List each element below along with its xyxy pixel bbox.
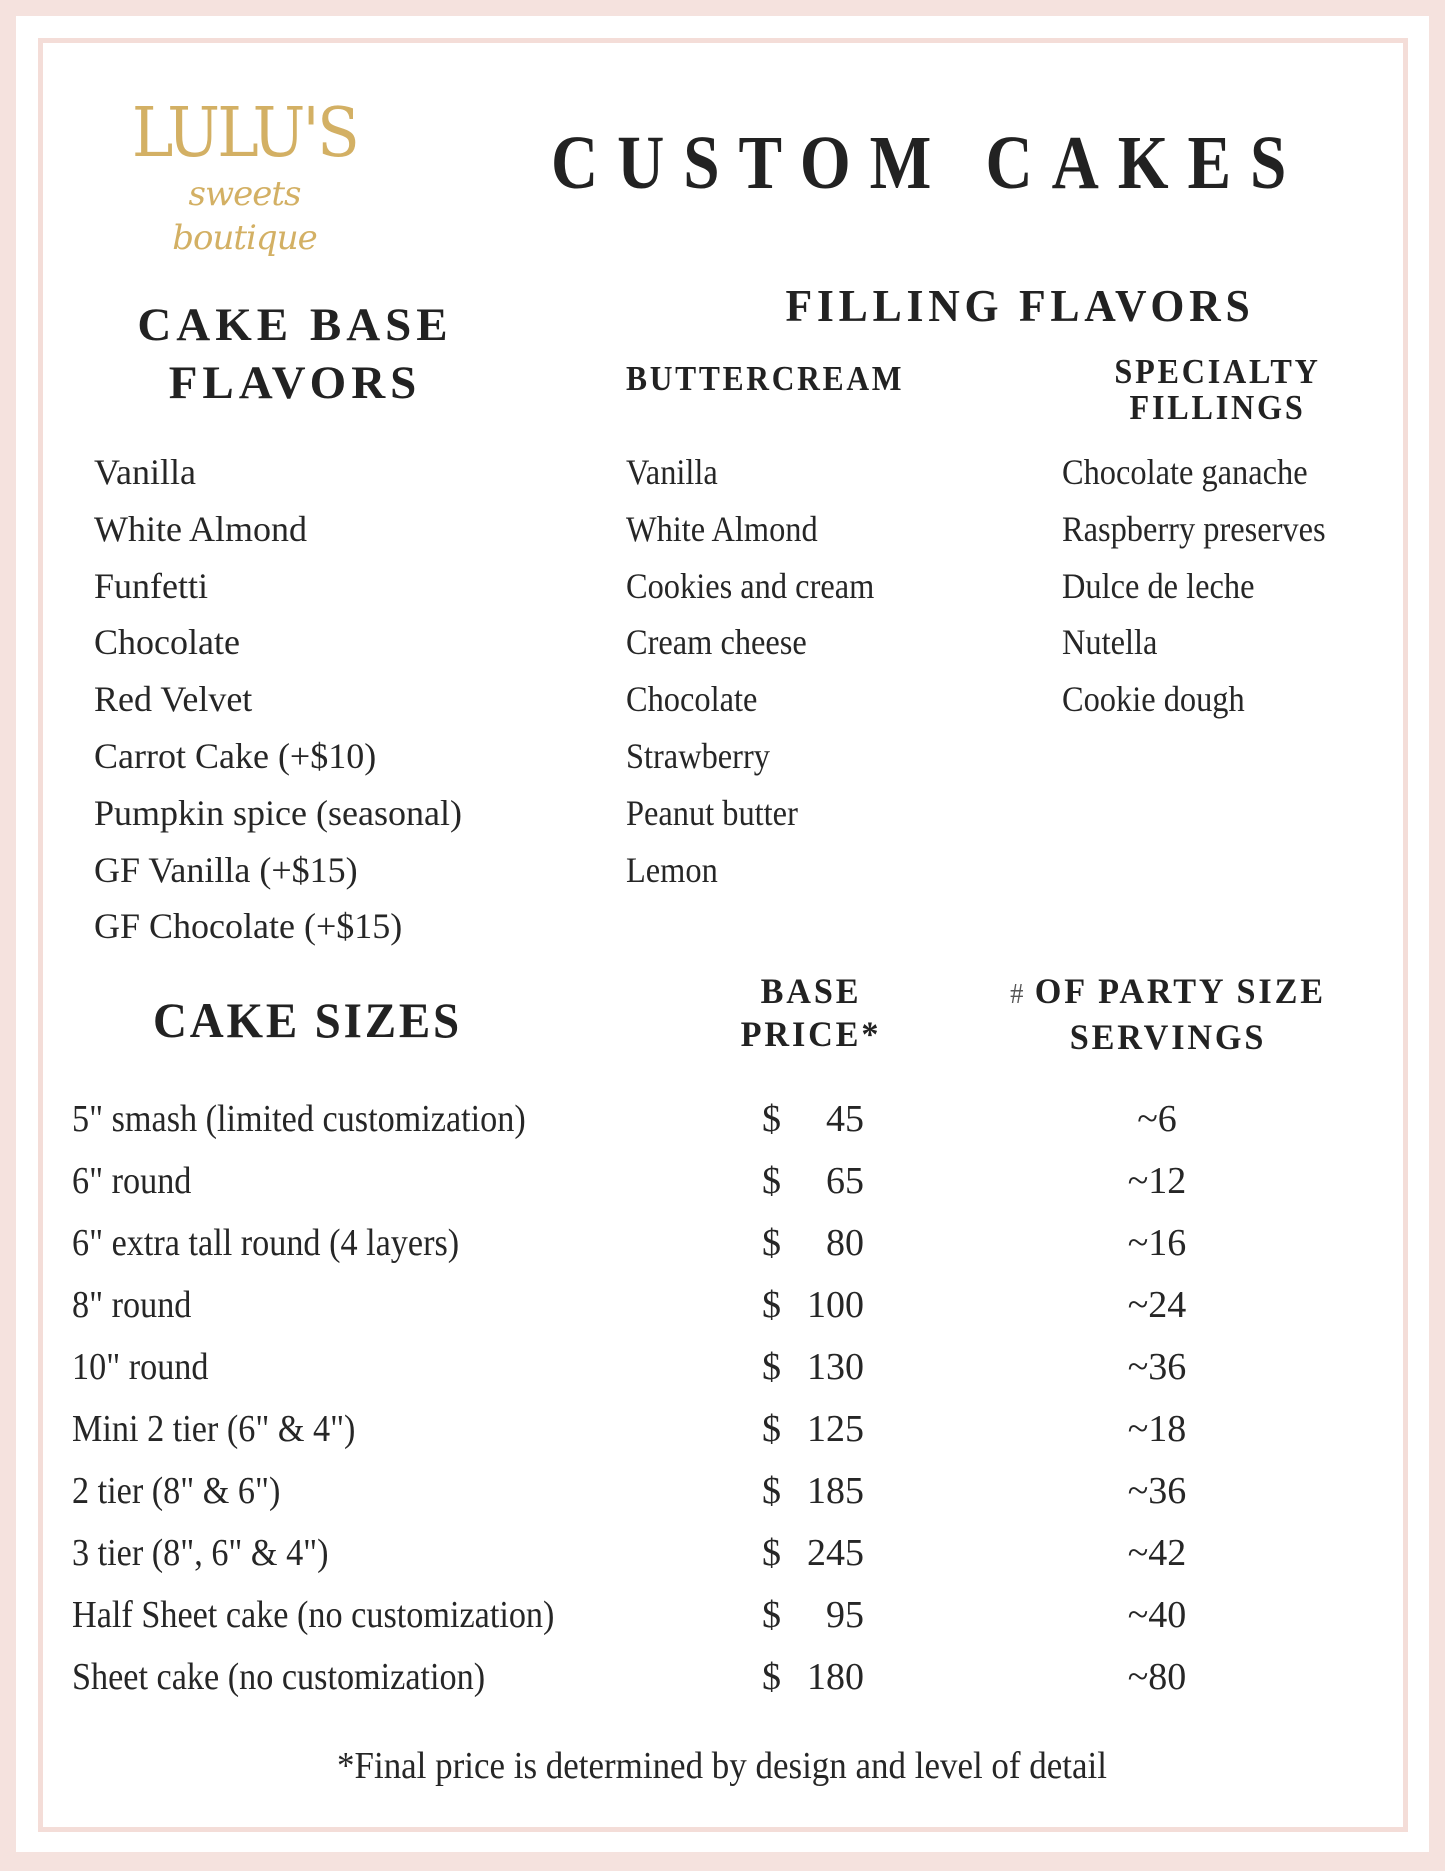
currency-symbol: $	[762, 1594, 781, 1636]
list-item: Chocolate	[94, 622, 240, 663]
size-name: 6" extra tall round (4 layers)	[72, 1222, 460, 1264]
list-item: White Almond	[626, 508, 818, 549]
table-row	[72, 1584, 1372, 1646]
currency-symbol: $	[762, 1470, 781, 1512]
logo-wordmark: LULU'S	[131, 94, 358, 173]
servings-count: ~6	[1137, 1098, 1177, 1140]
servings-count: ~40	[1127, 1594, 1187, 1636]
table-row	[72, 1460, 1372, 1522]
cake-sizes-heading: CAKE SIZES	[152, 992, 462, 1048]
list-item: GF Chocolate (+$15)	[94, 906, 403, 947]
list-item: Nutella	[1062, 622, 1158, 663]
buttercream-heading: BUTTERCREAM	[626, 359, 905, 398]
table-row	[72, 1522, 1372, 1584]
list-item: Vanilla	[94, 452, 196, 492]
filling-heading: FILLING FLAVORS	[785, 280, 1255, 331]
currency-symbol: $	[762, 1098, 781, 1140]
servings-heading-text: OF PARTY SIZE SERVINGS	[1034, 971, 1326, 1057]
base-price: 45	[826, 1098, 864, 1140]
currency-symbol: $	[762, 1284, 781, 1326]
size-name: 3 tier (8", 6" & 4")	[72, 1532, 329, 1574]
size-name: 5" smash (limited customization)	[72, 1098, 526, 1140]
table-row	[72, 1088, 1372, 1150]
base-price-heading: BASE PRICE*	[740, 971, 882, 1054]
size-name: Mini 2 tier (6" & 4")	[72, 1408, 356, 1450]
list-item: Cookie dough	[1062, 679, 1245, 720]
list-item: Dulce de leche	[1062, 565, 1255, 606]
base-price: 100	[807, 1284, 864, 1326]
base-price: 95	[826, 1594, 864, 1636]
list-item: White Almond	[94, 508, 307, 549]
table-row	[72, 1150, 1372, 1212]
brand-logo	[112, 94, 377, 258]
list-item: Strawberry	[626, 735, 770, 776]
list-item: Funfetti	[94, 565, 208, 606]
table-row	[72, 1274, 1372, 1336]
currency-symbol: $	[762, 1160, 781, 1202]
sizes-table	[72, 1088, 1372, 1708]
size-name: 10" round	[72, 1346, 209, 1388]
list-item: Carrot Cake (+$10)	[94, 735, 377, 776]
cake-base-list	[94, 444, 462, 955]
size-name: Half Sheet cake (no customization)	[72, 1594, 555, 1636]
page-title: CUSTOM CAKES	[551, 121, 1306, 205]
list-item: Cookies and cream	[626, 565, 875, 606]
base-price: 125	[807, 1408, 864, 1450]
servings-count: ~36	[1127, 1470, 1187, 1512]
specialty-heading: SPECIALTY FILLINGS	[1114, 352, 1321, 427]
hash-symbol: #	[1010, 979, 1024, 1010]
table-row	[72, 1212, 1372, 1274]
table-row	[72, 1646, 1372, 1708]
base-price: 245	[807, 1532, 864, 1574]
list-item: Lemon	[626, 849, 718, 890]
specialty-list	[1062, 444, 1326, 728]
base-price: 185	[807, 1470, 864, 1512]
servings-count: ~42	[1127, 1532, 1187, 1574]
buttercream-list	[626, 444, 874, 898]
list-item: Peanut butter	[626, 792, 798, 833]
table-row	[72, 1398, 1372, 1460]
size-name: 2 tier (8" & 6")	[72, 1470, 281, 1512]
list-item: Cream cheese	[626, 622, 807, 663]
table-row	[72, 1336, 1372, 1398]
cake-base-heading: CAKE BASE FLAVORS	[137, 299, 453, 409]
servings-count: ~36	[1127, 1346, 1187, 1388]
currency-symbol: $	[762, 1346, 781, 1388]
list-item: GF Vanilla (+$15)	[94, 849, 358, 890]
currency-symbol: $	[762, 1656, 781, 1698]
servings-count: ~18	[1127, 1408, 1187, 1450]
currency-symbol: $	[762, 1222, 781, 1264]
list-item: Chocolate	[626, 679, 758, 720]
list-item: Pumpkin spice (seasonal)	[94, 792, 462, 833]
servings-count: ~24	[1127, 1284, 1187, 1326]
size-name: 8" round	[72, 1284, 192, 1326]
base-price: 180	[807, 1656, 864, 1698]
base-price: 80	[826, 1222, 864, 1264]
servings-count: ~12	[1127, 1160, 1187, 1202]
currency-symbol: $	[762, 1532, 781, 1574]
servings-heading	[978, 970, 1358, 1059]
list-item: Red Velvet	[94, 679, 253, 720]
size-name: 6" round	[72, 1160, 192, 1202]
servings-count: ~16	[1127, 1222, 1187, 1264]
currency-symbol: $	[762, 1408, 781, 1450]
list-item: Chocolate ganache	[1062, 452, 1308, 492]
price-footnote: *Final price is determined by design and level of detail	[337, 1745, 1107, 1787]
size-name: Sheet cake (no customization)	[72, 1656, 486, 1698]
list-item: Vanilla	[626, 452, 718, 492]
base-price: 65	[826, 1160, 864, 1202]
servings-count: ~80	[1127, 1656, 1187, 1698]
list-item: Raspberry preserves	[1062, 508, 1326, 549]
base-price: 130	[807, 1346, 864, 1388]
logo-tagline: sweets boutique	[172, 174, 317, 258]
